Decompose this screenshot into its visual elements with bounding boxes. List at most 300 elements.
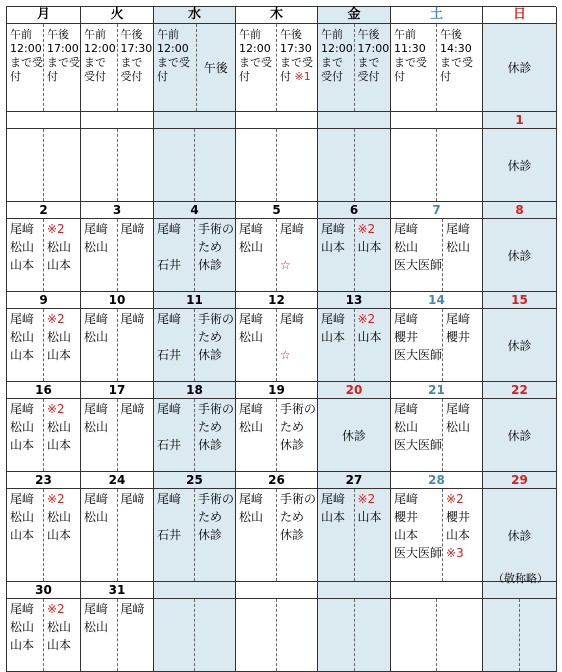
day-number: 12	[236, 292, 317, 309]
doctor-name: 尾﨑	[280, 312, 305, 326]
afternoon-doctors	[442, 489, 482, 581]
doctor-name: 山本	[394, 528, 419, 542]
morning-doctors	[391, 219, 442, 291]
doctor-name: ※2	[47, 402, 65, 416]
hours-am: 午前12:00まで受付	[321, 28, 353, 83]
week-row	[6, 292, 556, 382]
day-number	[236, 112, 317, 129]
doctor-name: ため	[280, 420, 305, 434]
morning-doctors	[391, 129, 436, 201]
hours-am: 午前12:00まで受付	[157, 28, 190, 83]
doctor-name: 松山	[394, 420, 419, 434]
doctor-name: 山本	[357, 240, 382, 254]
doctor-name: 休診	[198, 528, 223, 542]
day-cell	[81, 112, 154, 202]
day-cell	[318, 112, 391, 202]
afternoon-doctors	[276, 309, 317, 381]
afternoon-doctors	[436, 129, 482, 201]
afternoon-doctors	[442, 399, 482, 471]
day-number: 15	[483, 292, 556, 309]
doctor-name: 山本	[10, 638, 35, 652]
afternoon-doctors	[194, 399, 235, 471]
day-number: 31	[81, 582, 153, 599]
hours-sun	[483, 24, 557, 112]
doctor-name: 松山	[84, 240, 109, 254]
day-cell	[391, 292, 483, 382]
doctor-name: 尾﨑	[157, 222, 182, 236]
week-row	[6, 112, 556, 202]
day-number	[391, 112, 482, 129]
morning-doctors	[7, 399, 43, 471]
hours-fri	[318, 24, 391, 112]
hours-am: 午前12:00まで受付	[239, 28, 272, 83]
day-cell	[7, 202, 81, 292]
hours-am: 午前12:00まで受付	[10, 28, 43, 83]
morning-doctors	[391, 599, 436, 671]
afternoon-doctors	[117, 219, 154, 291]
doctor-name: 山本	[321, 510, 346, 524]
closed-label: 休診	[507, 158, 532, 173]
hours-am: 午前12:00まで受付	[84, 28, 116, 83]
reception-hours-row	[6, 24, 556, 112]
doctor-name: ※2	[47, 602, 65, 616]
doctor-name: 石井	[157, 438, 182, 452]
doctor-name: 松山	[10, 510, 35, 524]
day-number: 11	[154, 292, 235, 309]
doctor-name: 尾﨑	[446, 222, 471, 236]
afternoon-doctors	[43, 489, 80, 581]
doctor-name: 山本	[47, 638, 72, 652]
doctor-name	[280, 328, 317, 346]
doctor-name: 尾﨑	[394, 402, 419, 416]
hours-pm: 午後17:30まで受付	[117, 24, 154, 111]
day-number: 26	[236, 472, 317, 489]
afternoon-doctors	[43, 309, 80, 381]
day-number: 10	[81, 292, 153, 309]
doctor-name: 尾﨑	[239, 492, 264, 506]
day-cell	[7, 112, 81, 202]
doctor-name: 尾﨑	[84, 312, 109, 326]
doctor-name: 尾﨑	[280, 222, 305, 236]
doctor-name: 松山	[10, 240, 35, 254]
day-number	[81, 112, 153, 129]
doctor-name: 尾﨑	[10, 312, 35, 326]
weekday-wed: 水	[154, 7, 236, 24]
doctor-name: 松山	[84, 620, 109, 634]
day-number: 3	[81, 202, 153, 219]
hours-pm: 午後14:30まで受付	[436, 24, 482, 111]
doctor-name	[280, 238, 317, 256]
day-number: 2	[7, 202, 80, 219]
hours-pm: 午後17:30まで受付	[280, 28, 313, 83]
day-cell	[318, 472, 391, 582]
afternoon-doctors	[354, 309, 391, 381]
doctor-name: ため	[198, 510, 223, 524]
morning-doctors	[154, 599, 194, 671]
morning-doctors	[236, 219, 276, 291]
day-number: 22	[483, 382, 556, 399]
doctor-name: 山本	[357, 510, 382, 524]
morning-doctors	[154, 399, 194, 471]
afternoon-doctors	[354, 219, 391, 291]
day-number: 6	[318, 202, 390, 219]
doctor-name: 松山	[47, 510, 72, 524]
day-cell	[483, 112, 557, 202]
day-cell	[236, 202, 318, 292]
day-number: 7	[391, 202, 482, 219]
afternoon-doctors	[117, 309, 154, 381]
doctor-name: 山本	[10, 528, 35, 542]
doctor-name: 手術の	[280, 402, 317, 416]
doctor-name: 尾﨑	[120, 602, 145, 616]
doctor-name: ☆	[280, 348, 291, 362]
doctor-name: 櫻井	[446, 510, 471, 524]
day-cell	[483, 472, 557, 582]
doctor-name: 松山	[446, 420, 471, 434]
day-number: 20	[318, 382, 390, 399]
afternoon-doctors	[276, 129, 317, 201]
doctor-name: 医大医師	[394, 438, 443, 452]
doctor-name: 尾﨑	[239, 312, 264, 326]
doctor-name: 尾﨑	[120, 222, 145, 236]
doctor-name: 尾﨑	[394, 222, 419, 236]
doctor-name: ※2	[47, 492, 65, 506]
closed-label: 休診	[341, 428, 366, 443]
doctor-name: 松山	[47, 240, 72, 254]
doctor-name: 医大医師	[394, 546, 443, 560]
day-cell	[81, 202, 154, 292]
morning-doctors	[318, 219, 354, 291]
doctor-name: ため	[198, 240, 223, 254]
day-cell	[483, 582, 557, 672]
doctor-name: 山本	[321, 330, 346, 344]
doctor-name: 松山	[239, 330, 264, 344]
morning-doctors	[7, 129, 43, 201]
doctor-name: 尾﨑	[157, 312, 182, 326]
morning-doctors	[154, 129, 194, 201]
morning-doctors	[483, 599, 519, 671]
afternoon-doctors	[519, 599, 556, 671]
week-row	[6, 202, 556, 292]
afternoon-doctors	[354, 129, 391, 201]
day-number: 19	[236, 382, 317, 399]
hours-pm: 午後	[196, 24, 236, 111]
morning-doctors	[154, 309, 194, 381]
doctor-name	[157, 418, 194, 436]
week-row	[6, 582, 556, 672]
weeks	[6, 112, 556, 672]
doctor-name: 尾﨑	[10, 222, 35, 236]
doctor-name: 櫻井	[394, 330, 419, 344]
doctor-name	[157, 238, 194, 256]
morning-doctors	[7, 219, 43, 291]
day-cell	[81, 472, 154, 582]
day-number: 21	[391, 382, 482, 399]
doctor-name: 休診	[198, 348, 223, 362]
doctor-name: 尾﨑	[394, 492, 419, 506]
afternoon-doctors	[43, 129, 80, 201]
morning-doctors	[236, 309, 276, 381]
day-cell	[236, 582, 318, 672]
doctor-name: 山本	[47, 258, 72, 272]
day-cell	[154, 382, 236, 472]
day-cell	[483, 382, 557, 472]
weekday-mon: 月	[7, 7, 81, 24]
day-cell	[318, 382, 391, 472]
doctor-name: ※2	[357, 312, 376, 326]
day-number: 17	[81, 382, 153, 399]
day-cell	[391, 382, 483, 472]
day-number: 4	[154, 202, 235, 219]
doctor-name: ※2	[357, 222, 376, 236]
afternoon-doctors	[117, 599, 154, 671]
doctor-name: ☆	[280, 258, 291, 272]
afternoon-doctors	[43, 599, 80, 671]
doctor-name: 尾﨑	[84, 492, 109, 506]
doctor-name: 山本	[321, 240, 346, 254]
doctor-name: 休診	[280, 438, 305, 452]
day-number: 13	[318, 292, 390, 309]
day-number	[154, 112, 235, 129]
day-number: 24	[81, 472, 153, 489]
morning-doctors	[81, 489, 117, 581]
day-number: 1	[483, 112, 556, 129]
doctor-name: 松山	[84, 420, 109, 434]
doctor-name: 尾﨑	[84, 402, 109, 416]
weekday-header	[6, 6, 556, 24]
doctor-name: 手術の	[198, 312, 235, 326]
doctor-name: 尾﨑	[446, 402, 471, 416]
doctor-name: 尾﨑	[120, 312, 145, 326]
afternoon-doctors	[276, 399, 317, 471]
doctor-name: 石井	[157, 528, 182, 542]
day-cell	[483, 202, 557, 292]
day-number: 23	[7, 472, 80, 489]
doctor-name: 櫻井	[394, 510, 419, 524]
afternoon-doctors	[43, 399, 80, 471]
doctor-name: 尾﨑	[239, 222, 264, 236]
hours-am: 午前11:30まで受付	[394, 28, 427, 83]
doctor-name: 尾﨑	[157, 402, 182, 416]
closed-label: 休診	[507, 528, 532, 543]
afternoon-doctors	[117, 489, 154, 581]
doctor-name: 手術の	[198, 222, 235, 236]
hours-pm: 午後17:00まで受付	[43, 24, 80, 111]
day-cell	[236, 382, 318, 472]
doctor-name: 松山	[10, 330, 35, 344]
doctor-name: 松山	[47, 420, 72, 434]
doctor-name: 手術の	[280, 492, 317, 506]
doctor-name: 尾﨑	[10, 402, 35, 416]
hours-sat	[391, 24, 483, 112]
closed-label: 休診	[507, 248, 532, 263]
day-cell	[483, 292, 557, 382]
hours-pm-wrap	[276, 24, 317, 111]
hours-wed	[154, 24, 236, 112]
morning-doctors	[81, 129, 117, 201]
doctor-name: 櫻井	[446, 330, 471, 344]
closed-label: 休診	[507, 338, 532, 353]
afternoon-doctors	[117, 129, 154, 201]
doctor-name: 尾﨑	[120, 402, 145, 416]
day-number: 14	[391, 292, 482, 309]
day-number: 8	[483, 202, 556, 219]
clinic-schedule-calendar	[6, 6, 556, 672]
day-number	[318, 112, 390, 129]
day-cell	[7, 582, 81, 672]
doctor-name: 尾﨑	[394, 312, 419, 326]
doctor-name: 松山	[239, 420, 264, 434]
morning-doctors	[154, 489, 194, 581]
morning-doctors	[7, 489, 43, 581]
day-cell	[7, 292, 81, 382]
day-cell	[391, 472, 483, 582]
day-cell	[81, 292, 154, 382]
morning-doctors	[391, 399, 442, 471]
weekday-tue: 火	[81, 7, 154, 24]
doctor-name: 山本	[357, 330, 382, 344]
afternoon-doctors	[442, 219, 482, 291]
doctor-name: 松山	[10, 620, 35, 634]
afternoon-doctors	[354, 599, 391, 671]
doctor-name: 山本	[10, 258, 35, 272]
day-number: 28	[391, 472, 482, 489]
doctor-name: 尾﨑	[10, 492, 35, 506]
afternoon-doctors	[194, 599, 235, 671]
doctor-name: ※2	[47, 312, 65, 326]
morning-doctors	[236, 129, 276, 201]
doctor-name: 山本	[47, 438, 72, 452]
weekday-sat: 土	[391, 7, 483, 24]
day-cell	[154, 472, 236, 582]
closed-label: 休診	[507, 61, 532, 75]
day-cell	[154, 292, 236, 382]
doctor-name: 休診	[198, 258, 223, 272]
doctor-name: 山本	[10, 438, 35, 452]
day-number: 18	[154, 382, 235, 399]
day-cell	[236, 292, 318, 382]
morning-doctors	[318, 129, 354, 201]
afternoon-doctors	[436, 599, 482, 671]
afternoon-doctors	[276, 599, 317, 671]
morning-doctors	[236, 399, 276, 471]
doctor-name: 尾﨑	[239, 402, 264, 416]
morning-doctors	[318, 309, 354, 381]
week-row	[6, 382, 556, 472]
day-cell	[81, 382, 154, 472]
day-cell	[391, 582, 483, 672]
doctor-name: 石井	[157, 258, 182, 272]
morning-doctors	[236, 489, 276, 581]
day-number: 27	[318, 472, 390, 489]
afternoon-doctors	[194, 489, 235, 581]
doctor-name: ため	[280, 510, 305, 524]
week-row	[6, 472, 556, 582]
doctor-name	[157, 328, 194, 346]
weekday-thu: 木	[236, 7, 318, 24]
doctor-name: 手術の	[198, 402, 235, 416]
doctor-name: 松山	[239, 240, 264, 254]
doctor-name: 尾﨑	[84, 602, 109, 616]
doctor-name: 松山	[394, 240, 419, 254]
doctor-name: 休診	[198, 438, 223, 452]
hours-pm: 午後17:00まで受付	[354, 24, 391, 111]
morning-doctors	[391, 489, 442, 581]
doctor-name: 尾﨑	[321, 222, 346, 236]
doctor-name	[157, 508, 194, 526]
doctor-name: ため	[198, 420, 223, 434]
morning-doctors	[81, 309, 117, 381]
morning-doctors	[318, 489, 354, 581]
doctor-name: 休診	[280, 528, 305, 542]
day-cell	[154, 112, 236, 202]
morning-doctors	[236, 599, 276, 671]
afternoon-doctors	[354, 489, 391, 581]
doctor-name: 尾﨑	[10, 602, 35, 616]
doctor-name: 松山	[84, 330, 109, 344]
doctor-name: 石井	[157, 348, 182, 362]
doctor-name: 山本	[47, 528, 72, 542]
day-number	[7, 112, 80, 129]
doctor-name: 松山	[10, 420, 35, 434]
morning-doctors	[391, 309, 442, 381]
doctor-name: 尾﨑	[321, 312, 346, 326]
closed-label: 休診	[507, 428, 532, 443]
weekday-sun: 日	[483, 7, 557, 24]
day-number: 25	[154, 472, 235, 489]
day-number: 16	[7, 382, 80, 399]
day-cell	[318, 202, 391, 292]
morning-doctors	[7, 309, 43, 381]
doctor-name: 山本	[10, 348, 35, 362]
morning-doctors	[7, 599, 43, 671]
morning-doctors	[81, 219, 117, 291]
afternoon-doctors	[276, 219, 317, 291]
day-cell	[7, 472, 81, 582]
afternoon-doctors	[194, 129, 235, 201]
morning-doctors	[81, 599, 117, 671]
morning-doctors	[154, 219, 194, 291]
doctor-name: ※3	[446, 546, 464, 560]
day-cell	[318, 582, 391, 672]
day-number: 5	[236, 202, 317, 219]
doctor-name: ※2	[47, 222, 65, 236]
day-cell	[391, 112, 483, 202]
doctor-name: 松山	[446, 240, 471, 254]
doctor-name: 松山	[84, 510, 109, 524]
doctor-name: 松山	[47, 620, 72, 634]
afternoon-doctors	[194, 219, 235, 291]
day-cell	[236, 472, 318, 582]
hours-mon	[7, 24, 81, 112]
doctor-name: 医大医師	[394, 348, 443, 362]
note-mark-1: ※1	[294, 70, 311, 83]
hours-tue	[81, 24, 154, 112]
day-cell	[236, 112, 318, 202]
doctor-name: 医大医師	[394, 258, 443, 272]
doctor-name: 山本	[47, 348, 72, 362]
afternoon-doctors	[194, 309, 235, 381]
doctor-name: 尾﨑	[446, 312, 471, 326]
doctor-name: 山本	[446, 528, 471, 542]
doctor-name: ※2	[446, 492, 464, 506]
doctor-name: 手術の	[198, 492, 235, 506]
day-cell	[154, 582, 236, 672]
afternoon-doctors	[442, 309, 482, 381]
doctor-name: ※2	[357, 492, 376, 506]
afternoon-doctors	[43, 219, 80, 291]
doctor-name: 尾﨑	[120, 492, 145, 506]
